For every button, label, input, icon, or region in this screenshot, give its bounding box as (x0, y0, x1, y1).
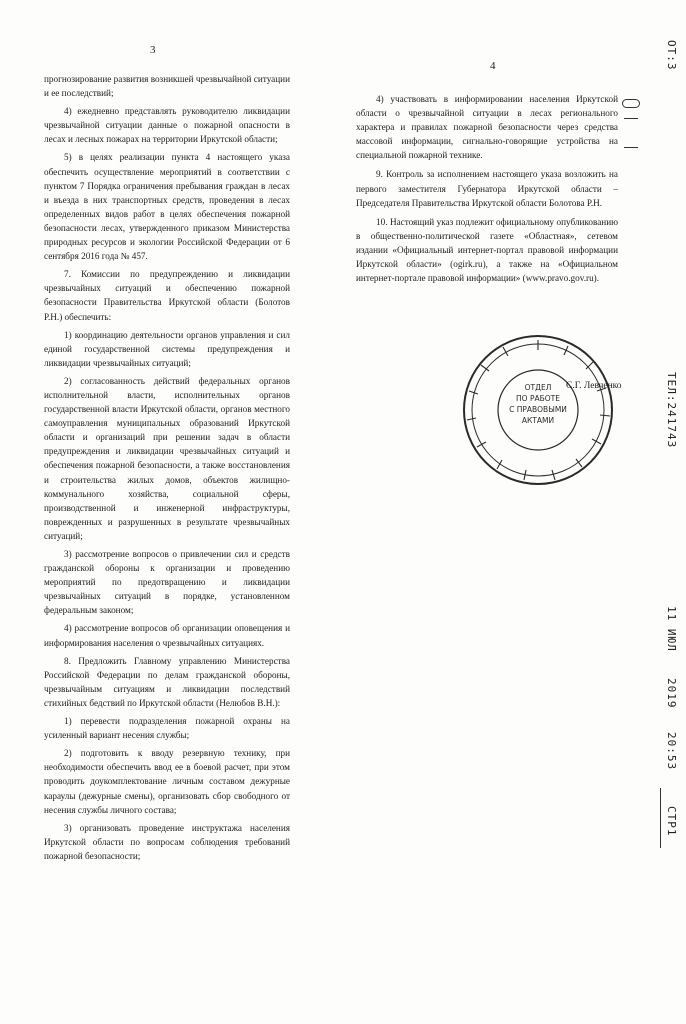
right-page-text (356, 92, 618, 290)
paragraph: 3) организовать проведение инструктажа населения Иркутской области по вопросам соблюдения требований пожарной безопасности; (44, 822, 290, 861)
scan-artifact-dash (624, 118, 638, 119)
paragraph: 2) согласованность действий федеральных органов исполнительной власти, исполнительных органов государственной власти Иркутской области, органов местного самоуправления муниципальных образований Иркутской области и организаций при решении задач в области предупреждения и ликвидации чрезвычайных ситуаций и обеспечения пожарной безопасности, а также восстановления и строительства жилых домов, объектов жилищно-коммунального хозяйства, социальной сферы, производственной и инженерной инфраструктуры, поврежденных и разрушенных в результате чрезвычайных ситуаций; (44, 375, 290, 541)
paragraph: 8. Предложить Главному управлению Министерства Российской Федерации по делам гражданской обороны, чрезвычайным ситуациям и ликвидации последствий стихийных бедствий по Иркутской области (Нелюбов В.Н.): (44, 655, 290, 708)
fax-time: 20:53 (665, 732, 678, 771)
paragraph: 7. Комиссии по предупреждению и ликвидации чрезвычайных ситуаций и обеспечению пожарной безопасности Правительства Иркутской области (Болотов Р.Н.) обеспечить: (44, 269, 290, 322)
right-page-number: 4 (490, 60, 496, 72)
paragraph: 1) перевести подразделения пожарной охраны на усиленный вариант несения службы; (44, 716, 290, 741)
fax-year: 2019 (665, 678, 678, 709)
fax-phone: ТЕЛ:241743 (665, 372, 678, 449)
paragraph: прогнозирование развития возникшей чрезвычайной ситуации и ее последствий; (44, 74, 290, 99)
stamp-line: ОТДЕЛ (524, 383, 552, 392)
signature-name: С.Г. Левченко (566, 381, 622, 391)
scan-artifact-oval (622, 99, 640, 108)
paragraph: 4) ежедневно представлять руководителю ликвидации чрезвычайной ситуации данные о пожарной опасности в лесах и лесных пожарах на территории Иркутской области; (44, 106, 290, 145)
official-stamp (458, 330, 618, 490)
stamp-line: С ПРАВОВЫМИ (509, 405, 567, 414)
fax-page-from: ОТ:3 (665, 40, 678, 71)
stamp-line: АКТАМИ (521, 416, 555, 425)
paragraph: 3) рассмотрение вопросов о привлечении сил и средств гражданской обороны к организации и проведению мероприятий по предотвращению и ликвидации чрезвычайных ситуаций в порядке, установленном федеральным законом; (44, 549, 290, 616)
paragraph: 1) координацию деятельности органов управления и сил единой государственной системы предупреждения и ликвидации чрезвычайных ситуаций; (44, 329, 290, 368)
left-page-text (44, 72, 290, 867)
stamp-center-text (508, 382, 568, 426)
left-page-number: 3 (150, 44, 156, 56)
paragraph: 2) подготовить к вводу резервную технику, при необходимости обеспечить ввод ее в боевой расчет, при этом проводить доукомплектование личным составом дежурные караулы (дежурные смены), организовать сбор свободного от несения службы личного состава; (44, 748, 290, 815)
paragraph: 5) в целях реализации пункта 4 настоящего указа обеспечить осуществление мероприятий в соответствии с пунктом 7 Порядка ограничения пребывания граждан в лесах и въезда в них транспортных средств, проведения в лесах определенных видов работ в целях обеспечения пожарной безопасности лесах, утвержденного приказом Министерства природных ресурсов и экологии Российской Федерации от 6 сентября 2016 года № 457. (44, 152, 290, 262)
paragraph: 4) рассмотрение вопросов об организации оповещения и информирования населения о чрезвычайных ситуациях. (44, 623, 290, 648)
paragraph: 4) участвовать в информировании населения Иркутской области о чрезвычайной ситуации в лесах регионального характера и правилах пожарной безопасности через средства массовой информации, сигнально-говорящие устройства на специальной пожарной технике. (356, 94, 618, 161)
scan-artifact-dash (624, 147, 638, 148)
fax-underline (660, 788, 661, 848)
paragraph: 10. Настоящий указ подлежит официальному опубликованию в общественно-политической газете «Областная», сетевом издании «Официальный интернет-портал правовой информации Иркутской области» (ogirk.ru), а также на «Официальном интернет-портале правовой информации» (www.pravo.gov.ru). (356, 216, 618, 284)
paragraph: 9. Контроль за исполнением настоящего указа возложить на первого заместителя Губернатора Иркутской области – Председателя Правительства Иркутской области Болотова Р.Н. (356, 169, 618, 208)
stamp-line: ПО РАБОТЕ (516, 394, 560, 403)
fax-page: СТР1 (665, 806, 678, 837)
fax-date: 11 ИЮЛ (665, 606, 678, 652)
